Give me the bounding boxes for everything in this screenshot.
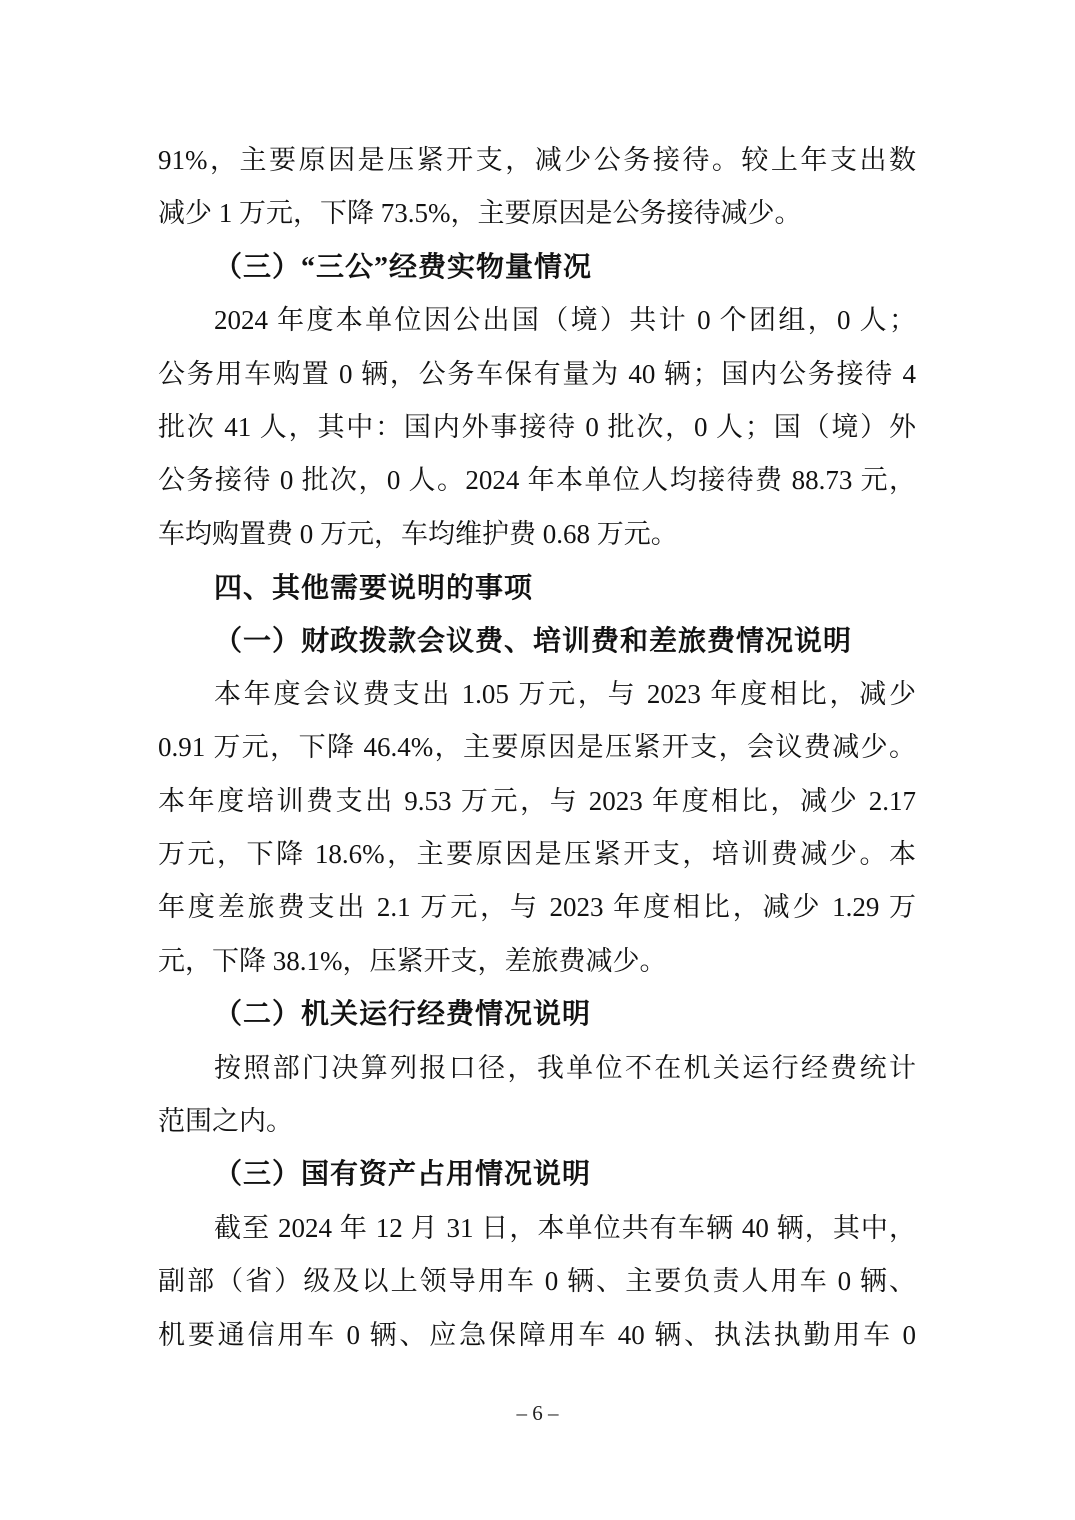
text-line: 公务接待 0 批次，0 人。2024 年本单位人均接待费 88.73 元， <box>158 465 916 496</box>
text-line: 截至 2024 年 12 月 31 日，本单位共有车辆 40 辆，其中， <box>214 1212 916 1243</box>
text-line: 年度差旅费支出 2.1 万元，与 2023 年度相比，减少 1.29 万 <box>158 892 916 923</box>
text-line: 元，下降 38.1%，压紧开支，差旅费减少。 <box>158 945 667 976</box>
text-line: 机要通信用车 0 辆、应急保障用车 40 辆、执法执勤用车 0 <box>158 1319 916 1350</box>
text-line: 按照部门决算列报口径，我单位不在机关运行经费统计 <box>214 1052 916 1083</box>
subsection-heading: （二）机关运行经费情况说明 <box>214 999 592 1031</box>
text-line: 副部（省）级及以上领导用车 0 辆、主要负责人用车 0 辆、 <box>158 1266 916 1297</box>
text-line: 减少 1 万元，下降 73.5%，主要原因是公务接待减少。 <box>158 198 802 229</box>
text-line: 本年度培训费支出 9.53 万元，与 2023 年度相比，减少 2.17 <box>158 785 916 816</box>
text-line: 万元，下降 18.6%，主要原因是压紧开支，培训费减少。本 <box>158 839 916 870</box>
text-line: 本年度会议费支出 1.05 万元，与 2023 年度相比，减少 <box>214 678 916 709</box>
text-line: 公务用车购置 0 辆，公务车保有量为 40 辆；国内公务接待 4 <box>158 358 916 389</box>
text-line: 车均购置费 0 万元，车均维护费 0.68 万元。 <box>158 518 678 549</box>
document-body <box>158 134 916 1362</box>
text-line: 0.91 万元，下降 46.4%，主要原因是压紧开支，会议费减少。 <box>158 732 916 763</box>
text-line: 91%，主要原因是压紧开支，减少公务接待。较上年支出数 <box>158 145 916 175</box>
subsection-heading: （三）“三公”经费实物量情况 <box>214 251 593 283</box>
text-line: 范围之内。 <box>158 1106 293 1137</box>
page-number: – 6 – <box>516 1401 559 1425</box>
subsection-heading: （一）财政拨款会议费、培训费和差旅费情况说明 <box>214 625 853 657</box>
text-line: 2024 年度本单位因公出国（境）共计 0 个团组，0 人； <box>214 305 916 336</box>
text-line: 批次 41 人，其中：国内外事接待 0 批次，0 人；国（境）外 <box>158 411 916 442</box>
subsection-heading: （三）国有资产占用情况说明 <box>214 1159 592 1191</box>
section-heading: 四、其他需要说明的事项 <box>214 572 534 604</box>
